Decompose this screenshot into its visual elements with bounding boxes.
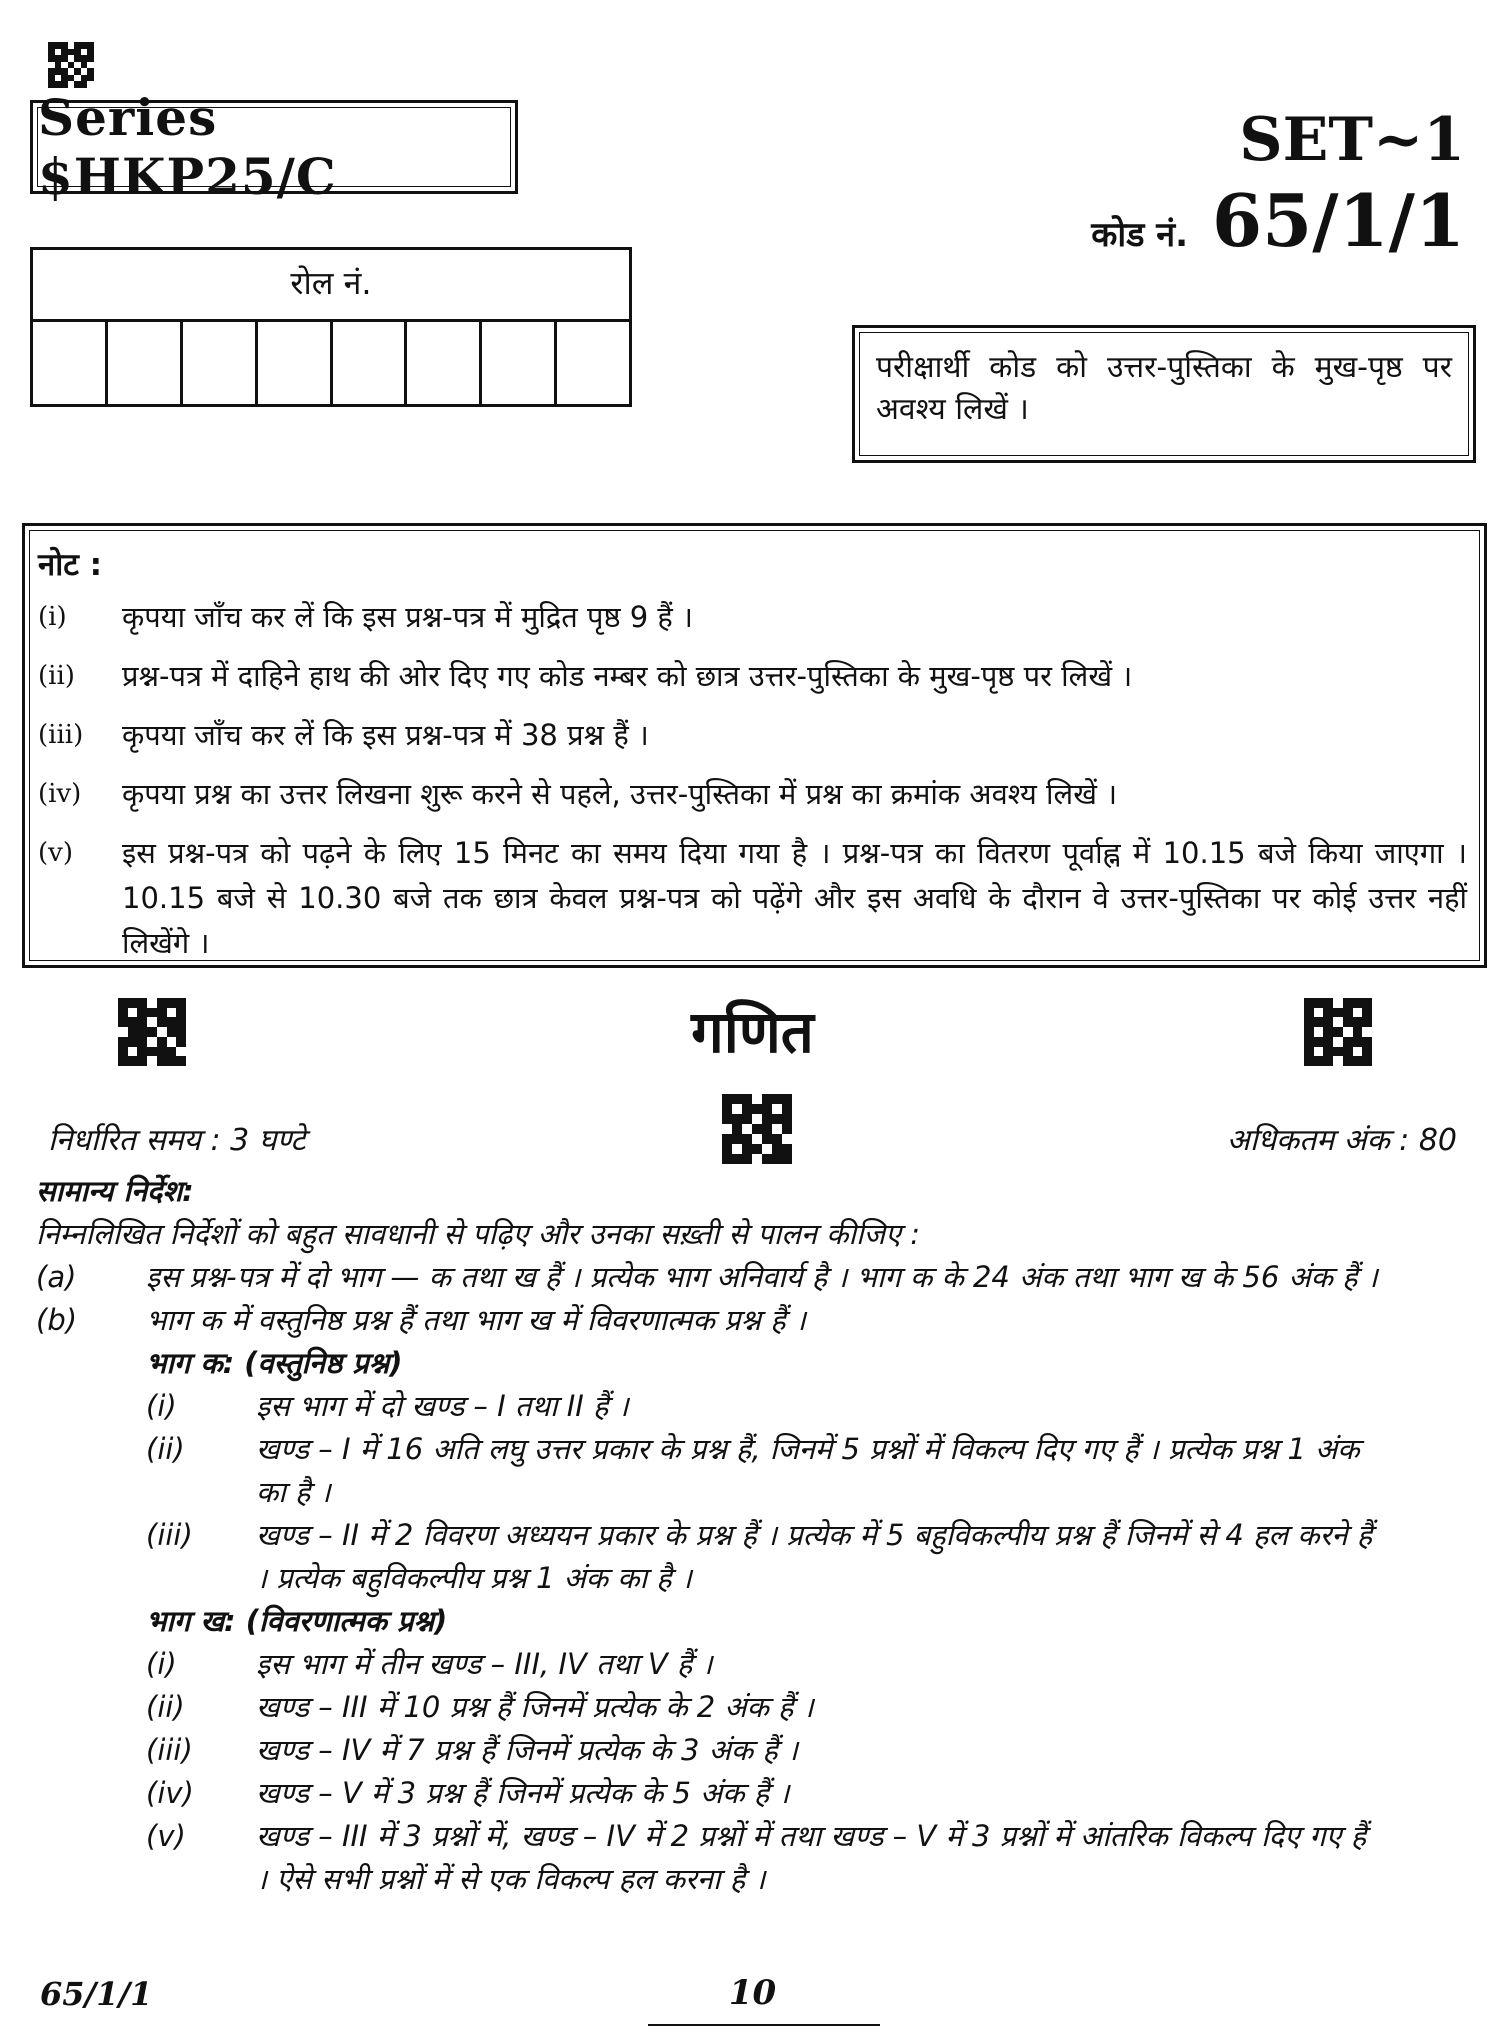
instructions-title: सामान्य निर्देश:	[36, 1174, 194, 1208]
note-item	[38, 772, 1467, 817]
note-item-number: (ii)	[38, 661, 75, 691]
note-item-number: (v)	[38, 838, 73, 868]
part-b-item	[146, 1729, 1476, 1772]
part-b-item	[146, 1643, 1476, 1686]
part-b-item-number: (iv)	[146, 1776, 194, 1810]
roll-number-label: रोल नं.	[33, 250, 629, 322]
roll-cell[interactable]	[258, 322, 333, 404]
instruction-text: इस प्रश्न-पत्र में दो भाग — क तथा ख हैं । प्रत्येक भाग अनिवार्य है । भाग क के 24 अंक तथा भाग ख के 56 अंक हैं ।	[146, 1260, 1378, 1294]
roll-cell[interactable]	[33, 322, 108, 404]
part-a-item	[146, 1428, 1476, 1514]
part-a-item-text: खण्ड – II में 2 विवरण अध्ययन प्रकार के प्रश्न हैं । प्रत्येक में 5 बहुविकल्पीय प्रश्न हैं जिनमें से 4 हल करने हैं । प्रत्येक बहुविकल्पीय प्रश्न 1 अंक का है ।	[256, 1518, 1373, 1595]
part-b-item-number: (i)	[146, 1647, 177, 1681]
note-title: नोट :	[38, 547, 103, 583]
part-b-item-number: (ii)	[146, 1690, 185, 1724]
note-item-text: कृपया जाँच कर लें कि इस प्रश्न-पत्र में मुद्रित पृष्ठ 9 हैं ।	[122, 600, 694, 634]
max-marks: अधिकतम अंक : 80	[1226, 1123, 1457, 1158]
part-a-title: भाग क: (वस्तुनिष्ठ प्रश्न)	[146, 1346, 403, 1380]
code-value: 65/1/1	[1212, 178, 1465, 263]
note-item-number: (iv)	[38, 779, 82, 809]
series-box	[30, 88, 518, 206]
part-b-item-text: खण्ड – V में 3 प्रश्न हैं जिनमें प्रत्येक के 5 अंक हैं ।	[256, 1776, 790, 1810]
code-row	[1091, 178, 1465, 263]
part-a-item-number: (ii)	[146, 1432, 185, 1466]
time-allowed: निर्धारित समय : 3 घण्टे	[48, 1123, 306, 1158]
roll-cell[interactable]	[557, 322, 629, 404]
set-label: SET~1	[1239, 105, 1465, 175]
candidate-note-box	[852, 325, 1476, 463]
subject-title: गणित	[691, 998, 814, 1066]
qr-code-center	[722, 1094, 792, 1164]
note-item	[38, 595, 1467, 640]
note-item-text: कृपया प्रश्न का उत्तर लिखना शुरू करने से पहले, उत्तर-पुस्तिका में प्रश्न का क्रमांक अवश्य लिखें ।	[122, 777, 1118, 811]
roll-cell[interactable]	[482, 322, 557, 404]
part-a-item-text: इस भाग में दो खण्ड – I तथा II हैं ।	[256, 1389, 629, 1423]
part-b-item-text: इस भाग में तीन खण्ड – III, IV तथा V हैं ।	[256, 1647, 713, 1681]
qr-code-top-left	[48, 42, 94, 88]
note-item-number: (i)	[38, 602, 67, 632]
part-b-item	[146, 1772, 1476, 1815]
part-b-item	[146, 1815, 1476, 1901]
footer-code: 65/1/1	[40, 1975, 153, 2013]
part-a-item	[146, 1385, 1476, 1428]
instruction-item	[36, 1256, 1476, 1299]
part-b-title: भाग ख: (विवरणात्मक प्रश्न)	[146, 1604, 448, 1638]
instructions-intro: निम्नलिखित निर्देशों को बहुत सावधानी से पढ़िए और उनका सख़्ती से पालन कीजिए :	[36, 1217, 921, 1251]
part-a-item-number: (i)	[146, 1389, 177, 1423]
roll-cell[interactable]	[333, 322, 408, 404]
footer-divider	[648, 2024, 880, 2026]
note-item-text: प्रश्न-पत्र में दाहिने हाथ की ओर दिए गए कोड नम्बर को छात्र उत्तर-पुस्तिका के मुख-पृष्ठ पर लिखें ।	[122, 659, 1133, 693]
part-b-item-text: खण्ड – IV में 7 प्रश्न हैं जिनमें प्रत्येक के 3 अंक हैं ।	[256, 1733, 798, 1767]
part-b-item	[146, 1686, 1476, 1729]
note-item-number: (iii)	[38, 720, 84, 750]
instruction-label: (a)	[36, 1260, 77, 1294]
roll-cell[interactable]	[108, 322, 183, 404]
page-number: 10	[728, 1973, 777, 2013]
instruction-label: (b)	[36, 1303, 78, 1337]
code-label: कोड नं.	[1091, 215, 1189, 255]
part-b-item-text: खण्ड – III में 3 प्रश्नों में, खण्ड – IV में 2 प्रश्नों में तथा खण्ड – V में 3 प्रश्नों में आंतरिक विकल्प दिए गए हैं । ऐसे सभी प्रश्नों में से एक विकल्प हल करना है ।	[256, 1819, 1367, 1896]
note-item-text: कृपया जाँच कर लें कि इस प्रश्न-पत्र में 38 प्रश्न हैं ।	[122, 718, 649, 752]
note-item	[38, 713, 1467, 758]
part-a-item	[146, 1514, 1476, 1600]
roll-number-cells	[33, 322, 629, 404]
roll-cell[interactable]	[407, 322, 482, 404]
note-item	[38, 831, 1467, 966]
roll-number-box	[30, 247, 632, 407]
part-a-item-text: खण्ड – I में 16 अति लघु उत्तर प्रकार के प्रश्न हैं, जिनमें 5 प्रश्नों में विकल्प दिए गए हैं । प्रत्येक प्रश्न 1 अंक का है ।	[256, 1432, 1360, 1509]
general-instructions	[36, 1170, 1476, 1901]
roll-cell[interactable]	[183, 322, 258, 404]
part-b-item-number: (v)	[146, 1819, 186, 1853]
note-item-text: इस प्रश्न-पत्र को पढ़ने के लिए 15 मिनट का समय दिया गया है । प्रश्न-पत्र का वितरण पूर्वाह्न में 10.15 बजे किया जाएगा । 10.15 बजे से 10.30 बजे तक छात्र केवल प्रश्न-पत्र को पढ़ेंगे और इस अवधि के दौरान वे उत्तर-पुस्तिका पर कोई उत्तर नहीं लिखेंगे ।	[122, 836, 1467, 960]
part-b-item-text: खण्ड – III में 10 प्रश्न हैं जिनमें प्रत्येक के 2 अंक हैं ।	[256, 1690, 814, 1724]
candidate-note-text: परीक्षार्थी कोड को उत्तर-पुस्तिका के मुख-पृष्ठ पर अवश्य लिखें ।	[859, 332, 1469, 456]
note-box	[22, 523, 1487, 968]
instruction-text: भाग क में वस्तुनिष्ठ प्रश्न हैं तथा भाग ख में विवरणात्मक प्रश्न हैं ।	[146, 1303, 806, 1337]
note-item	[38, 654, 1467, 699]
series-label: Series $HKP25/C	[37, 107, 511, 187]
part-b-item-number: (iii)	[146, 1733, 193, 1767]
part-a-item-number: (iii)	[146, 1518, 193, 1552]
instruction-item	[36, 1299, 1476, 1342]
